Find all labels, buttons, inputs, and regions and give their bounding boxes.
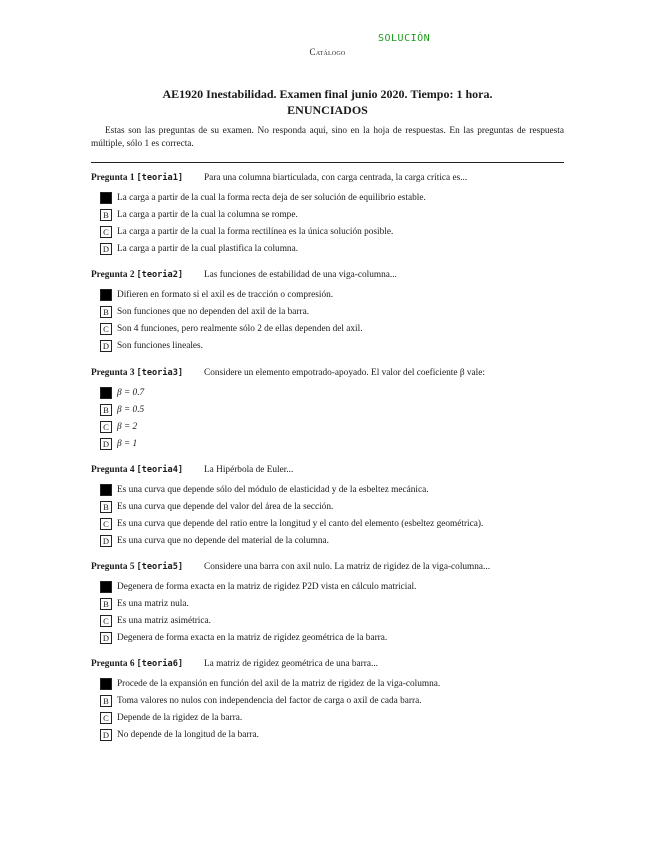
question-header: [91, 171, 571, 185]
question-header: [91, 268, 571, 282]
checkbox[interactable]: D: [100, 729, 112, 741]
checkbox[interactable]: C: [100, 518, 112, 530]
checkbox[interactable]: D: [100, 243, 112, 255]
question-tag: [teoria2]: [136, 270, 184, 280]
question-header: [91, 560, 571, 574]
checkbox[interactable]: B: [100, 306, 112, 318]
question-5: [91, 560, 571, 643]
question-tag: [teoria5]: [136, 562, 184, 572]
question-header: [91, 463, 571, 477]
option-text: Toma valores no nulos con independencia del factor de carga o axil de cada barra.: [117, 696, 422, 706]
checkbox-marked[interactable]: A: [100, 484, 112, 496]
option-text: La carga a partir de la cual la columna se rompe.: [117, 210, 298, 220]
option-text: Procede de la expansión en función del axil de la matriz de rigidez de la viga-columna.: [117, 679, 441, 689]
question-1: [91, 171, 571, 254]
question-number: Pregunta 4: [91, 465, 135, 475]
question-tag: [teoria1]: [136, 173, 184, 183]
option-text: Degenera de forma exacta en la matriz de rigidez P2D vista en cálculo matricial.: [117, 582, 417, 592]
checkbox[interactable]: B: [100, 209, 112, 221]
intro-paragraph: Estas son las preguntas de su examen. No responda aquí, sino en la hoja de respuestas. En las preguntas de respuesta múltiple, sólo 1 es correcta.: [91, 126, 564, 149]
question-tag: [teoria6]: [136, 659, 184, 669]
option-text: La carga a partir de la cual la forma recta deja de ser solución de equilibrio estable.: [117, 193, 426, 203]
checkbox[interactable]: D: [100, 535, 112, 547]
question-text: Para una columna biarticulada, con carga centrada, la carga crítica es...: [204, 173, 468, 183]
option-text: La carga a partir de la cual la forma rectilínea es la única solución posible.: [117, 227, 394, 237]
option-text: Difieren en formato si el axil es de tracción o compresión.: [117, 290, 334, 300]
checkbox[interactable]: C: [100, 615, 112, 627]
divider: [91, 162, 564, 163]
exam-title: [0, 86, 655, 118]
question-number: Pregunta 3: [91, 368, 135, 378]
option-text: Es una curva que depende del ratio entre la longitud y el canto del elemento (esbeltez geométrica).: [117, 519, 484, 529]
option-text: Depende de la rigidez de la barra.: [117, 713, 243, 723]
checkbox[interactable]: D: [100, 632, 112, 644]
question-text: Considere una barra con axil nulo. La matriz de rigidez de la viga-columna...: [204, 562, 491, 572]
question-3: [91, 366, 571, 449]
option-text: β = 0.7: [117, 388, 145, 398]
question-tag: [teoria3]: [136, 368, 184, 378]
option-text: Es una matriz nula.: [117, 599, 189, 609]
question-text: Considere un elemento empotrado-apoyado. El valor del coeficiente β vale:: [204, 368, 485, 378]
checkbox[interactable]: C: [100, 323, 112, 335]
checkbox[interactable]: B: [100, 598, 112, 610]
question-number: Pregunta 6: [91, 659, 135, 669]
question-6: [91, 657, 571, 740]
question-2: [91, 268, 571, 351]
checkbox-marked[interactable]: A: [100, 581, 112, 593]
option-text: Degenera de forma exacta en la matriz de rigidez geométrica de la barra.: [117, 633, 388, 643]
question-4: [91, 463, 571, 546]
option-text: Es una curva que depende del valor del área de la sección.: [117, 502, 334, 512]
checkbox-marked[interactable]: A: [100, 289, 112, 301]
checkbox[interactable]: D: [100, 438, 112, 450]
checkbox[interactable]: C: [100, 226, 112, 238]
option-text: β = 0.5: [117, 405, 145, 415]
question-header: [91, 657, 571, 671]
question-tag: [teoria4]: [136, 465, 184, 475]
checkbox-marked[interactable]: A: [100, 678, 112, 690]
catalog-label: Catálogo: [309, 47, 346, 57]
option-text: Es una matriz asimétrica.: [117, 616, 211, 626]
checkbox[interactable]: B: [100, 695, 112, 707]
option-text: Son funciones lineales.: [117, 341, 203, 351]
checkbox[interactable]: B: [100, 404, 112, 416]
checkbox[interactable]: C: [100, 421, 112, 433]
question-number: Pregunta 5: [91, 562, 135, 572]
exam-title-line1: AE1920 Inestabilidad. Examen final junio 2020. Tiempo: 1 hora.: [162, 87, 493, 101]
question-text: La matriz de rigidez geométrica de una barra...: [204, 659, 378, 669]
checkbox[interactable]: C: [100, 712, 112, 724]
checkbox[interactable]: B: [100, 501, 112, 513]
exam-title-line2: ENUNCIADOS: [287, 103, 368, 117]
question-text: Las funciones de estabilidad de una viga-columna...: [204, 270, 397, 280]
question-number: Pregunta 1: [91, 173, 135, 183]
solution-label: SOLUCIÓN: [378, 33, 431, 44]
option-text: β = 2: [117, 422, 138, 432]
question-number: Pregunta 2: [91, 270, 135, 280]
option-text: Son funciones que no dependen del axil de la barra.: [117, 307, 310, 317]
question-text: La Hipérbola de Euler...: [204, 465, 294, 475]
option-text: β = 1: [117, 439, 138, 449]
option-text: La carga a partir de la cual plastifica la columna.: [117, 244, 299, 254]
checkbox-marked[interactable]: A: [100, 192, 112, 204]
question-header: [91, 366, 571, 380]
checkbox-marked[interactable]: A: [100, 387, 112, 399]
option-text: No depende de la longitud de la barra.: [117, 730, 259, 740]
option-text: Es una curva que depende sólo del módulo de elasticidad y de la esbeltez mecánica.: [117, 485, 429, 495]
option-text: Son 4 funciones, pero realmente sólo 2 de ellas dependen del axil.: [117, 324, 363, 334]
checkbox[interactable]: D: [100, 340, 112, 352]
option-text: Es una curva que no depende del material de la columna.: [117, 536, 329, 546]
